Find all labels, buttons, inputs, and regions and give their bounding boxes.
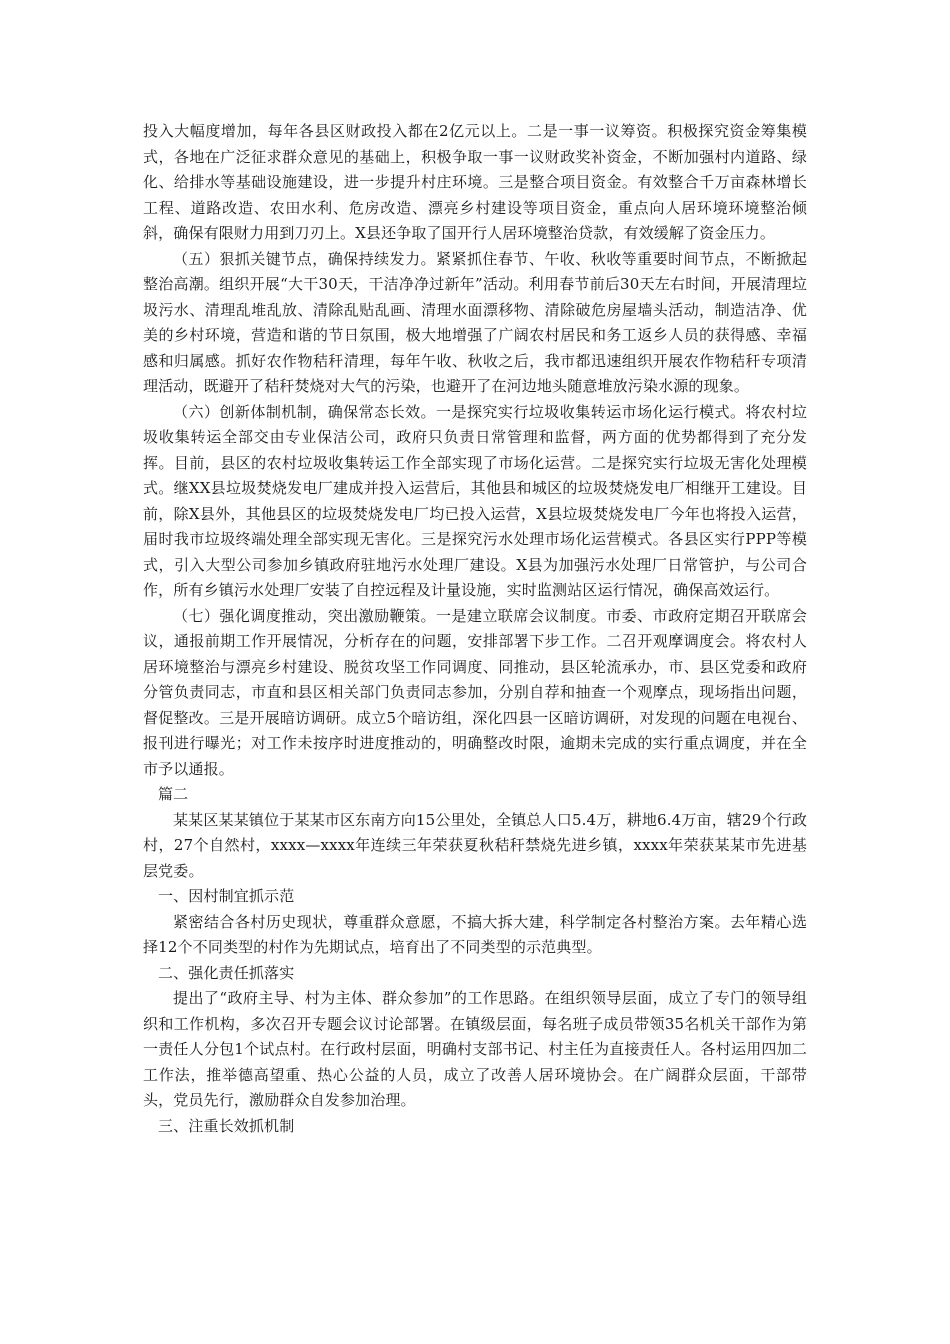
paragraph-institutional-innovation: （六）创新体制机制，确保常态长效。一是探究实行垃圾收集转运市场化运行模式。将农村垃圾收集转运全部交由专业保洁公司，政府只负责日常管理和监督，两方面的优势都得到了充分发挥。目前，县区的农村垃圾收集转运工作全部实现了市场化运营。二是探究实行垃圾无害化处理模式。继XX县垃圾焚烧发电厂建成并投入运营后，其他县和城区的垃圾焚烧发电厂相继开工建设。目前，除X县外，其他县区的垃圾焚烧发电厂均已投入运营，X县垃圾焚烧发电厂今年也将投入运营，届时我市垃圾终端处理全部实现无害化。三是探究污水处理市场化运营模式。各县区实行PPP等模式，引入大型公司参加乡镇政府驻地污水处理厂建设。X县为加强污水处理厂日常管护，与公司合作，所有乡镇污水处理厂安装了自控远程及计量设施，实时监测站区运行情况，确保高效运行。: [143, 402, 807, 599]
section-title-part-two: 篇二: [158, 785, 189, 803]
paragraph-responsibility: 提出了“政府主导、村为主体、群众参加”的工作思路。在组织领导层面，成立了专门的领导组织和工作机构，多次召开专题会议讨论部署。在镇级层面，每名班子成员带领35名机关干部作为第一责任人分包1个试点村。在行政村层面，明确村支部书记、村主任为直接责任人。各村运用四加二工作法，推举德高望重、热心公益的人员，成立了改善人居环境协会。在广阔群众层面，干部带头，党员先行，激励群众自发参加治理。: [143, 989, 807, 1109]
document-body: [143, 119, 807, 1139]
paragraph-scheduling: （七）强化调度推动，突出激励鞭策。一是建立联席会议制度。市委、市政府定期召开联席会议，通报前期工作开展情况，分析存在的问题，安排部署下步工作。二召开观摩调度会。将农村人居环境整治与漂亮乡村建设、脱贫攻坚工作同调度、同推动，县区轮流承办，市、县区党委和政府分管负责同志，市直和县区相关部门负责同志参加，分别自荐和抽查一个观摩点，现场指出问题，督促整改。三是开展暗访调研。成立5个暗访组，深化四县一区暗访调研，对发现的问题在电视台、报刊进行曝光；对工作未按序时进度推动的，明确整改时限，逾期未完成的实行重点调度，并在全市予以通报。: [143, 606, 807, 778]
paragraph-demonstration: 紧密结合各村历史现状，尊重群众意愿，不搞大拆大建，科学制定各村整治方案。去年精心选择12个不同类型的村作为先期试点，培育出了不同类型的示范典型。: [143, 912, 807, 956]
paragraph-town-overview: 某某区某某镇位于某某市区东南方向15公里处，全镇总人口5.4万，耕地6.4万亩，辖29个行政村，27个自然村，xxxx—xxxx年连续三年荣获夏秋秸秆禁烧先进乡镇，xxxx年荣获某某市先进基层党委。: [143, 810, 807, 880]
heading-demonstration: 一、因村制宜抓示范: [158, 887, 295, 905]
heading-responsibility: 二、强化责任抓落实: [158, 963, 295, 982]
paragraph-key-nodes: （五）狠抓关键节点，确保持续发力。紧紧抓住春节、午收、秋收等重要时间节点，不断掀起整治高潮。组织开展“大干30天，干洁净净过新年”活动。利用春节前后30天左右时间，开展清理垃圾污水、清理乱堆乱放、清除乱贴乱画、清理水面漂移物、清除破危房屋墙头活动，制造洁净、优美的乡村环境，营造和谐的节日氛围，极大地增强了广阔农村居民和务工返乡人员的获得感、幸福感和归属感。抓好农作物秸秆清理，每年午收、秋收之后，我市都迅速组织开展农作物秸秆专项清理活动，既避开了秸秆焚烧对大气的污染，也避开了在河边地头随意堆放污染水源的现象。: [143, 249, 807, 395]
paragraph-funding: 投入大幅度增加，每年各县区财政投入都在2亿元以上。二是一事一议筹资。积极探究资金筹集模式，各地在广泛征求群众意见的基础上，积极争取一事一议财政奖补资金，不断加强村内道路、绿化、给排水等基础设施建设，进一步提升村庄环境。三是整合项目资金。有效整合千万亩森林增长工程、道路改造、农田水利、危房改造、漂亮乡村建设等项目资金，重点向人居环境环境整治倾斜，确保有限财力用到刀刃上。X县还争取了国开行人居环境整治贷款，有效缓解了资金压力。: [143, 122, 807, 242]
heading-long-term-mechanism: 三、注重长效抓机制: [158, 1116, 295, 1135]
